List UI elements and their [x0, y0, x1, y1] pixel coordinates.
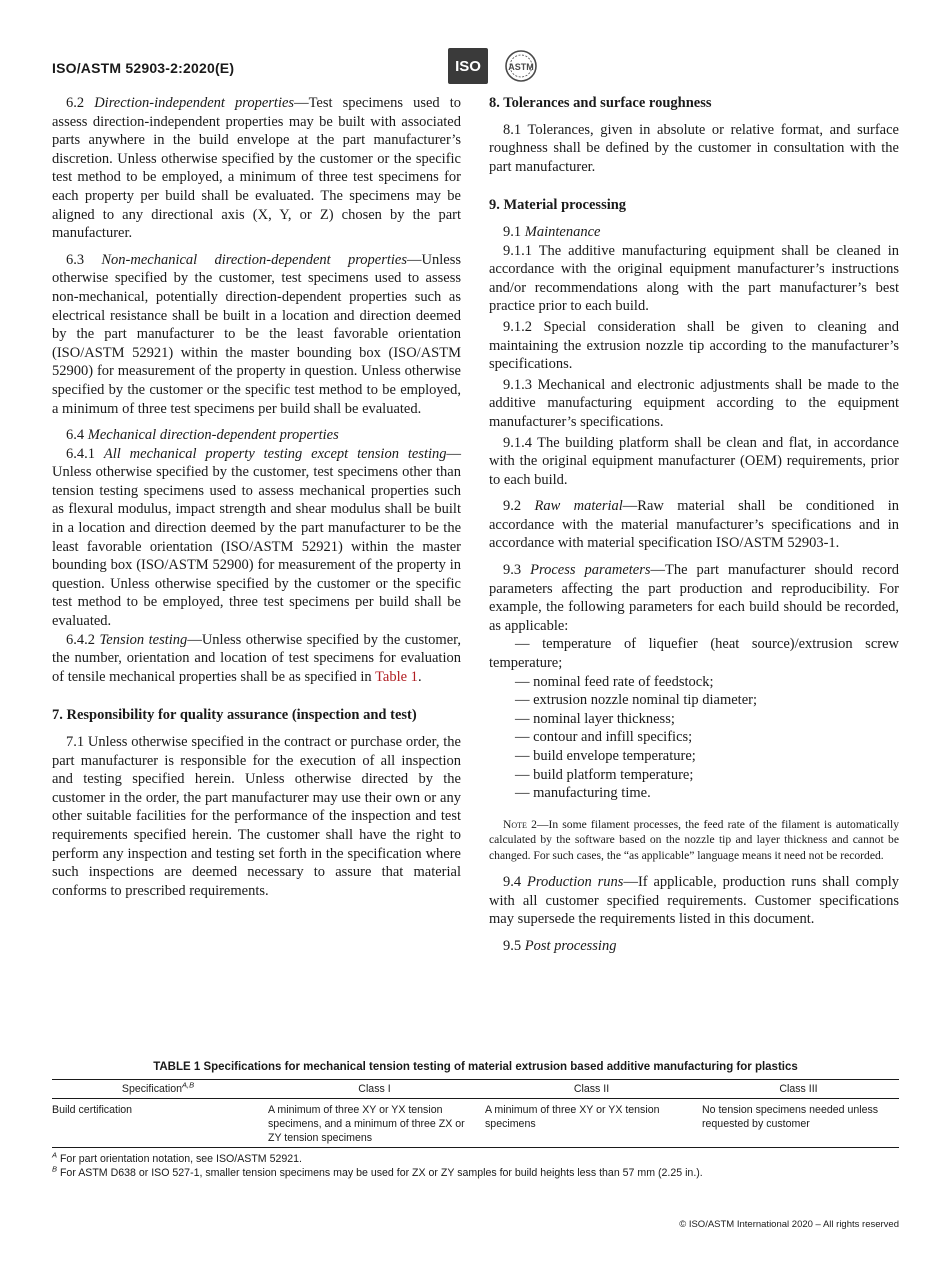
iso-logo-icon: ISO	[448, 48, 488, 84]
table-cell: A minimum of three XY or YX tension specimens, and a minimum of three ZX or ZY tension specimens	[268, 1099, 485, 1148]
footnote-b: $^B$ For ASTM D638 or ISO 527-1, smaller tension specimens may be used for ZX or ZY samples for build heights less than 57 mm (2.25 in.).	[52, 1164, 703, 1179]
footnote-a: $^A$ For part orientation notation, see ISO/ASTM 52921.	[52, 1150, 302, 1165]
right-column	[489, 94, 899, 964]
table-cell: No tension specimens needed unless requested by customer	[702, 1099, 899, 1148]
header-class-ii: Class II	[485, 1080, 702, 1099]
section-9-4: 9.4 Production runs—If applicable, production runs shall comply with all customer specified requirements. Customer specifications may supersede the requirements listed in this document.	[489, 874, 899, 928]
section-9-2: 9.2 Raw material—Raw material shall be conditioned in accordance with the material manufacturer’s specifications and in accordance with material specification ISO/ASTM 52903-1.	[489, 498, 899, 552]
section-7-heading: 7. Responsibility for quality assurance (inspection and test)	[52, 707, 417, 724]
document-code: ISO/ASTM 52903-2:2020(E)	[52, 60, 235, 76]
astm-logo-icon	[502, 48, 540, 84]
section-9-1: 9.1 Maintenance	[503, 223, 601, 240]
section-9-heading: 9. Material processing	[489, 197, 627, 214]
copyright-footer: © ISO/ASTM International 2020 – All rights reserved	[679, 1219, 899, 1230]
header-class-iii: Class III	[702, 1080, 899, 1099]
table-1	[52, 1061, 899, 1180]
section-6-4-2: 6.4.2 Tension testing—Unless otherwise specified by the customer, the number, orientation and location of test specimens for evaluation of tensile mechanical properties shall be as specified in Table 1.	[52, 631, 462, 685]
section-9-1-3: 9.1.3 Mechanical and electronic adjustments shall be made to the additive manufacturing equipment according to the equipment manufacturer’s specifications.	[489, 376, 899, 430]
svg-text:ASTM: ASTM	[508, 62, 534, 72]
section-8-1: 8.1 Tolerances, given in absolute or relative format, and surface roughness shall be defined by the customer in consultation with the part manufacturer.	[489, 121, 899, 175]
table-row	[52, 1099, 899, 1148]
section-9-5: 9.5 Post processing	[503, 938, 617, 955]
header-class-i: Class I	[268, 1080, 485, 1099]
section-6-4: 6.4 Mechanical direction-dependent properties	[66, 427, 339, 444]
section-6-4-1: 6.4.1 All mechanical property testing except tension testing—Unless otherwise specified by the customer, test specimens other than tension testing specimens used to assess mechanical properties such as flexural modulus, impact strength and shear modulus shall be built in a location and direction deemed by the part manufacturer to be the least favorable orientation (ISO/ASTM 52921) within the master bounding box (ISO/ASTM 52900) for measurement of the property in question. Unless otherwise specified by the customer or the specific test method to be employed, three test specimens per build shall be evaluated.	[52, 445, 461, 630]
list-item: — manufacturing time.	[515, 785, 651, 802]
section-9-3: 9.3 Process parameters—The part manufacturer should record parameters affecting the part production and reproducibility. For example, the following parameters for each build should be recorded, as applicable:	[489, 562, 900, 634]
section-9-1-4: 9.1.4 The building platform shall be clean and flat, in accordance with the original equipment manufacturer (OEM) requirements, prior to each build.	[489, 434, 899, 488]
left-column	[52, 94, 461, 908]
section-6-3: 6.3 Non-mechanical direction-dependent properties—Unless otherwise specified by the customer, test specimens used to assess non-mechanical, potentially direction-dependent properties such as electrical resistance shall be built in a location and direction deemed by the part manufacturer to be the least favorable orientation (ISO/ASTM 52921) within the master bounding box (ISO/ASTM 52900) for measurement of the property in question. Unless otherwise specified by the customer or the specific test method to be employed, a minimum of three test specimens per build shall be evaluated.	[52, 251, 461, 417]
parameter-list	[489, 635, 899, 802]
table-cell: A minimum of three XY or YX tension specimens	[485, 1099, 702, 1148]
table-1-link[interactable]: Table 1	[375, 668, 418, 685]
list-item: — extrusion nozzle nominal tip diameter;	[515, 692, 758, 709]
table-1-title: TABLE 1 Specifications for mechanical tension testing of material extrusion based additive manufacturing for plastics	[153, 1061, 798, 1073]
section-9-1-1: 9.1.1 The additive manufacturing equipment shall be cleaned in accordance with the original equipment manufacturer’s instructions and/or recommendations along with the part manufacturer’s best practice prior to each build.	[489, 242, 899, 315]
section-7-1: 7.1 Unless otherwise specified in the contract or purchase order, the part manufacturer is responsible for the execution of all inspection and testing specified herein. Unless otherwise directed by the customer in the order, the part manufacturer may use their own or any other suitable facilities for the performance of the inspection and test requirements specified herein. The customer shall have the right to perform any inspection and testing set forth in the specification where such inspections are deemed necessary to assure that material conforms to prescribed requirements.	[52, 734, 461, 899]
note-2: Note 2—In some filament processes, the feed rate of the filament is automatically calculated by the software based on the nozzle tip and layer thickness and cannot be changed. For such cases, the “as applicable” language means it need not be recorded.	[489, 817, 899, 862]
list-item: — build envelope temperature;	[515, 748, 696, 764]
table-1-grid	[52, 1079, 899, 1148]
section-8-heading: 8. Tolerances and surface roughness	[489, 95, 712, 111]
list-item: — nominal layer thickness;	[515, 710, 675, 727]
list-item: — nominal feed rate of feedstock;	[515, 673, 714, 690]
table-header-row	[52, 1080, 899, 1099]
list-item: — contour and infill specifics;	[515, 729, 693, 746]
list-item: — temperature of liquefier (heat source)/extrusion screw temperature;	[489, 636, 899, 672]
table-cell: Build certification	[52, 1099, 268, 1148]
header-specification: Specification$^{A,B}$	[52, 1080, 268, 1099]
table-footnotes	[52, 1152, 899, 1180]
section-6-2: 6.2 Direction-independent properties—Test specimens used to assess direction-independent properties may be built with associated parts anywhere in the build envelope at the part manufacturer’s discretion. Unless otherwise specified by the customer or the specific test method to be employed, a minimum of three test specimens for each property per build shall be evaluated. The specimens may be aligned to any directional axis (X, Y, or Z) chosen by the part manufacturer.	[52, 95, 462, 242]
list-item: — build platform temperature;	[515, 766, 694, 783]
header-logos	[448, 48, 540, 84]
section-9-1-2: 9.1.2 Special consideration shall be given to cleaning and maintaining the extrusion nozzle tip according to the manufacturer’s specifications.	[489, 318, 899, 373]
